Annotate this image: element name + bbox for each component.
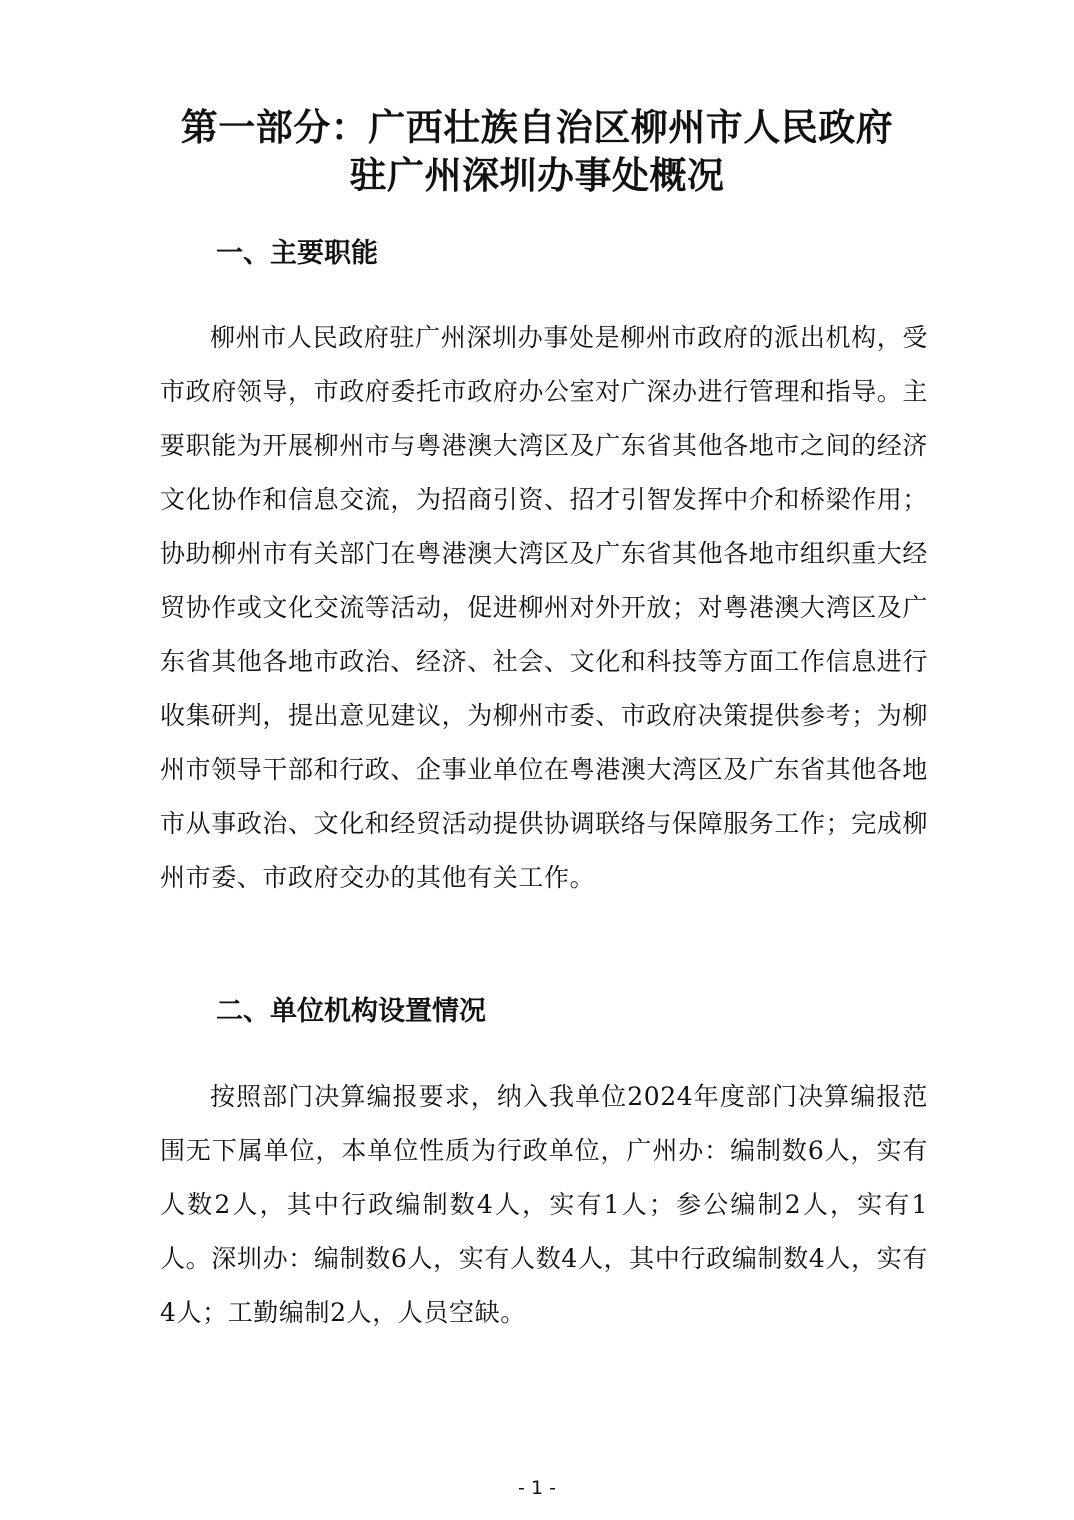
section-heading-organization: 二、单位机构设置情况 — [216, 996, 486, 1027]
document-title-line-2: 驻广州深圳办事处概况 — [349, 154, 725, 197]
paragraph-main-functions: 柳州市人民政府驻广州深圳办事处是柳州市政府的派出机构，受市政府领导，市政府委托市政府办公室对广深办进行管理和指导。主要职能为开展柳州市与粤港澳大湾区及广东省其他各地市之间的经济文化协作和信息交流，为招商引资、招才引智发挥中介和桥梁作用；协助柳州市有关部门在粤港澳大湾区及广东省其他各地市组织重大经贸协作或文化交流等活动，促进柳州对外开放；对粤港澳大湾区及广东省其他各地市政治、经济、社会、文化和科技等方面工作信息进行收集研判，提出意见建议，为柳州市委、市政府决策提供参考；为柳州市领导干部和行政、企事业单位在粤港澳大湾区及广东省其他各地市从事政治、文化和经贸活动提供协调联络与保障服务工作；完成柳州市委、市政府交办的其他有关工作。 — [160, 323, 929, 892]
section-heading-main-functions: 一、主要职能 — [216, 238, 378, 269]
page-number: - 1 - — [518, 1477, 556, 1499]
document-title-line-1: 第一部分：广西壮族自治区柳州市人民政府 — [180, 106, 894, 149]
document-title — [120, 104, 954, 200]
paragraph-organization: 按照部门决算编报要求，纳入我单位2024年度部门决算编报范围无下属单位，本单位性质为行政单位，广州办：编制数6人，实有人数2人，其中行政编制数4人，实有1人；参公编制2人，实有1人。深圳办：编制数6人，实有人数4人，其中行政编制数4人，实有4人；工勤编制2人，人员空缺。 — [160, 1082, 928, 1327]
